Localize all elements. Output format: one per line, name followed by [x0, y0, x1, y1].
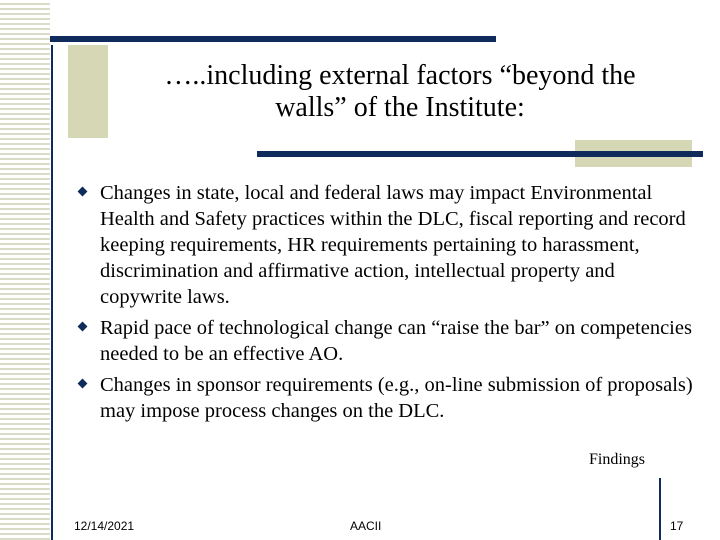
- bottom-right-rule: [659, 478, 661, 540]
- diamond-bullet-icon: [78, 322, 88, 332]
- decorative-block-top: [68, 45, 108, 138]
- title-underline-rule: [257, 151, 703, 157]
- bullet-text: Changes in state, local and federal laws may impact Environmental Health and Safety practices within the DLC, fiscal reporting and record keeping requirements, HR requirements pertaining to harassment, discrimination and affirmative action, intellectual property and copywrite laws.: [100, 182, 686, 308]
- diamond-bullet-icon: [78, 379, 88, 389]
- slide-title-line-1: …..including external factors “beyond the: [164, 60, 636, 91]
- decorative-stripes: [0, 0, 50, 540]
- footer-date: 12/14/2021: [74, 519, 135, 533]
- bullet-text: Changes in sponsor requirements (e.g., on-line submission of proposals) may impose process changes on the DLC.: [100, 374, 693, 422]
- bullet-text: Rapid pace of technological change can “raise the bar” on competencies needed to be an effective AO.: [100, 317, 692, 365]
- findings-label: Findings: [589, 451, 646, 468]
- slide-title: [110, 60, 690, 124]
- list-item: [78, 372, 698, 424]
- slide-title-line-2: walls” of the Institute:: [275, 92, 525, 123]
- footer-center-text: AACII: [350, 519, 382, 533]
- top-rule: [50, 36, 496, 42]
- list-item: [78, 315, 698, 367]
- list-item: [78, 180, 698, 310]
- left-rule: [51, 45, 53, 540]
- bullet-list: [78, 180, 698, 429]
- page-number: 17: [670, 519, 684, 533]
- diamond-bullet-icon: [78, 187, 88, 197]
